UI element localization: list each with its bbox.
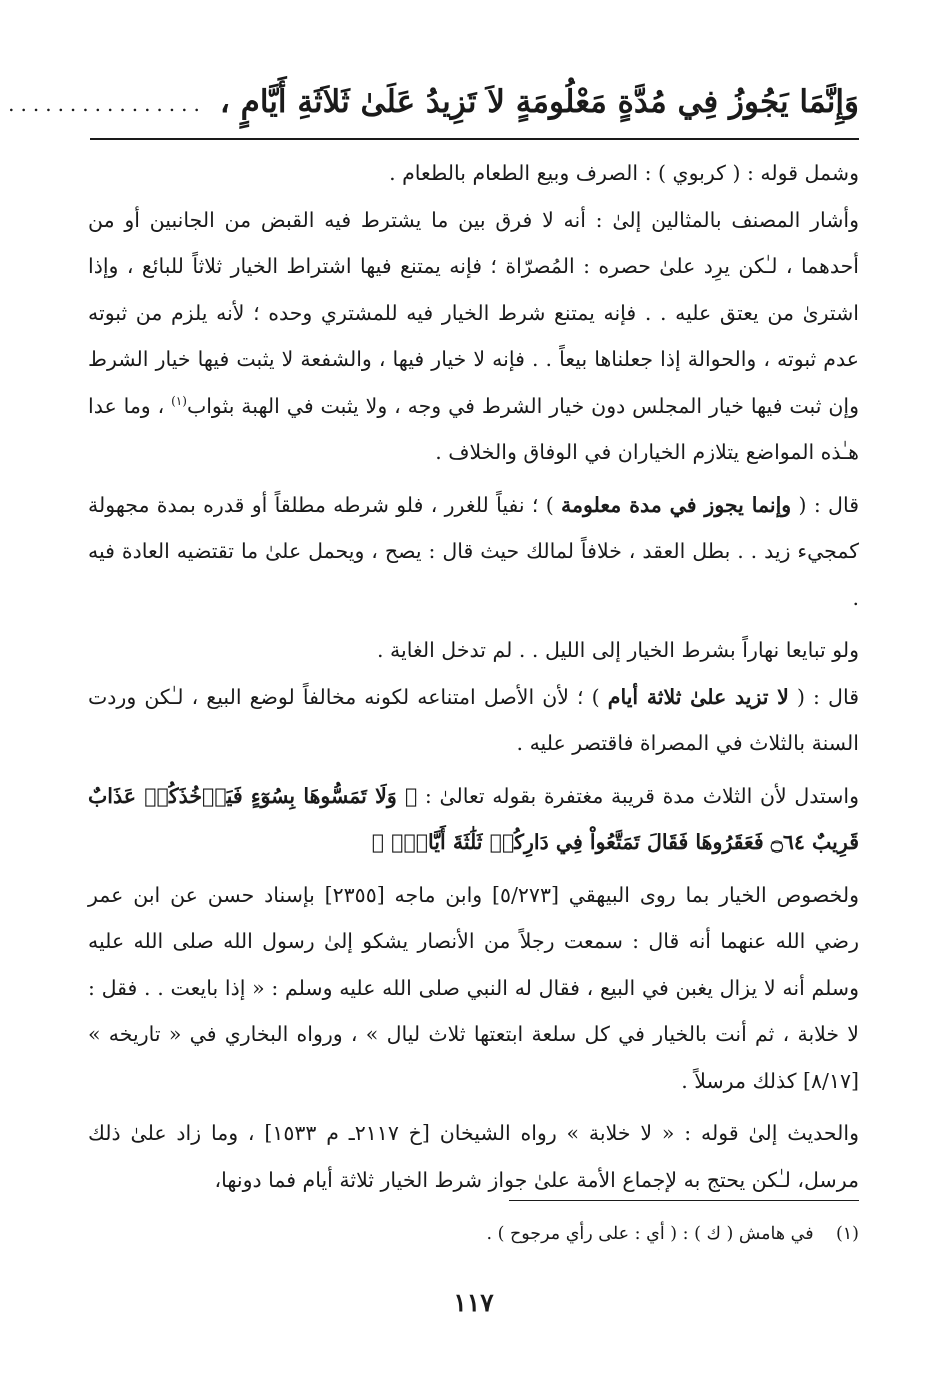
paragraph-3 bbox=[88, 482, 859, 622]
paragraph-1 bbox=[88, 150, 859, 197]
paragraph-4-text: ولو تبايعا نهاراً بشرط الخيار إلى الليل . . لم تدخل الغاية . bbox=[376, 638, 859, 662]
paragraph-5 bbox=[88, 674, 859, 767]
paragraph-6-text: واستدل لأن الثلاث مدة قريبة مغتفرة بقوله تعالىٰ : bbox=[417, 783, 859, 808]
paragraph-2-text-cont: ، وما عدا هـٰذه المواضع يتلازم الخياران في الوفاق والخلاف . bbox=[88, 393, 859, 464]
paragraph-2 bbox=[88, 197, 859, 476]
paragraph-7-text: ولخصوص الخيار بما روى البيهقي [٥/٢٧٣] وابن ماجه [٢٣٥٥] بإسناد حسن عن ابن عمر رضي الله عنهما أنه قال : سمعت رجلاً من الأنصار يشكو إلىٰ رسول الله صلى الله عليه وسلم أنه لا يزال يغبن في البيع ، فقال له النبي صلى الله عليه وسلم : « إذا بايعت . . فقل : لا خلابة ، ثم أنت بالخيار في كل سلعة ابتعتها ثلاث ليال » ، ورواه البخاري في « تاريخه » [٨/١٧] كذلك مرسلاً . bbox=[88, 882, 860, 1093]
paragraph-3-matn-quote: وإنما يجوز في مدة معلومة bbox=[561, 492, 792, 517]
paragraph-8 bbox=[88, 1110, 859, 1203]
quran-verse: ﴿ وَلَا تَمَسُّوهَا بِسُوٓءٍ فَيَأۡخُذَكُمۡ عَذَابٌ قَرِيبٌ ۝٦٤ فَعَقَرُوهَا فَقَالَ تَمَتَّعُواْ فِي دَارِكُمۡ ثَلَٰثَةَ أَيَّامٍۖ ﴾ bbox=[88, 783, 859, 854]
commentary-body bbox=[88, 150, 859, 1203]
page-number: ١١٧ bbox=[453, 1288, 494, 1317]
footnote-number: (١) bbox=[835, 1224, 859, 1244]
paragraph-3-text: ) ؛ نفياً للغرر ، فلو شرطه مطلقاً أو قدره بمدة مجهولة كمجيء زيد . . بطل العقد ، خلافاً لمالك حيث قال : يصح ، ويحمل علىٰ ما تقتضيه العادة فيه . bbox=[88, 492, 859, 610]
paragraph-7 bbox=[88, 872, 859, 1105]
paragraph-4 bbox=[88, 627, 859, 674]
paragraph-1-text: وشمل قوله : ( كربوي ) : الصرف وبيع الطعام بالطعام . bbox=[389, 161, 859, 185]
footnote-ref: (١) bbox=[171, 393, 187, 408]
paragraph-3-lead: قال : ( bbox=[791, 492, 859, 517]
footnote-text: في هامش ( ك ) : ( أي : على رأي مرجوح ) . bbox=[486, 1224, 814, 1244]
matn-text: وَإِنَّمَا يَجُوزُ فِي مُدَّةٍ مَعْلُومَةٍ لاَ تَزِيدُ عَلَىٰ ثَلاَثَةِ أَيَّامٍ ، bbox=[219, 84, 859, 120]
header-dots: ................ bbox=[8, 92, 206, 116]
paragraph-5-matn-quote: لا تزيد علىٰ ثلاثة أيام bbox=[607, 684, 789, 709]
header-divider bbox=[90, 138, 859, 140]
matn-header bbox=[8, 68, 859, 120]
paragraph-2-text: وأشار المصنف بالمثالين إلىٰ : أنه لا فرق بين ما يشترط فيه القبض من الجانبين أو من أحدهما ، لـٰكن يرِد علىٰ حصره : المُصرّاة ؛ فإنه يمتنع فيها اشتراط الخيار ثلاثاً للبائع ، وإذا اشترىٰ من يعتق عليه . . فإنه يمتنع شرط الخيار فيه للمشتري وحده ؛ لأنه يلزم من ثبوته عدم ثبوته ، والحوالة إذا جعلناها بيعاً . . فإنه لا خيار فيها ، والشفعة لا يثبت فيها خيار الشرط وإن ثبت فيها خيار المجلس دون خيار الشرط في وجه ، ولا يثبت في الهبة بثواب bbox=[88, 207, 859, 418]
paragraph-8-text: والحديث إلىٰ قوله : « لا خلابة » رواه الشيخان [خ ٢١١٧ـ م ١٥٣٣] ، وما زاد علىٰ ذلك مرسل، لـٰكن يحتج به لإجماع الأمة علىٰ جواز شرط الخيار ثلاثة أيام فما دونها، bbox=[88, 1121, 859, 1192]
paragraph-5-text: ) ؛ لأن الأصل امتناعه لكونه مخالفاً لوضع البيع ، لـٰكن وردت السنة بالثلاث في المصراة فاقتصر عليه . bbox=[88, 684, 859, 755]
footnote-divider bbox=[509, 1200, 859, 1201]
paragraph-6 bbox=[88, 773, 859, 866]
footnote bbox=[88, 1220, 859, 1248]
paragraph-5-lead: قال : ( bbox=[788, 684, 859, 709]
